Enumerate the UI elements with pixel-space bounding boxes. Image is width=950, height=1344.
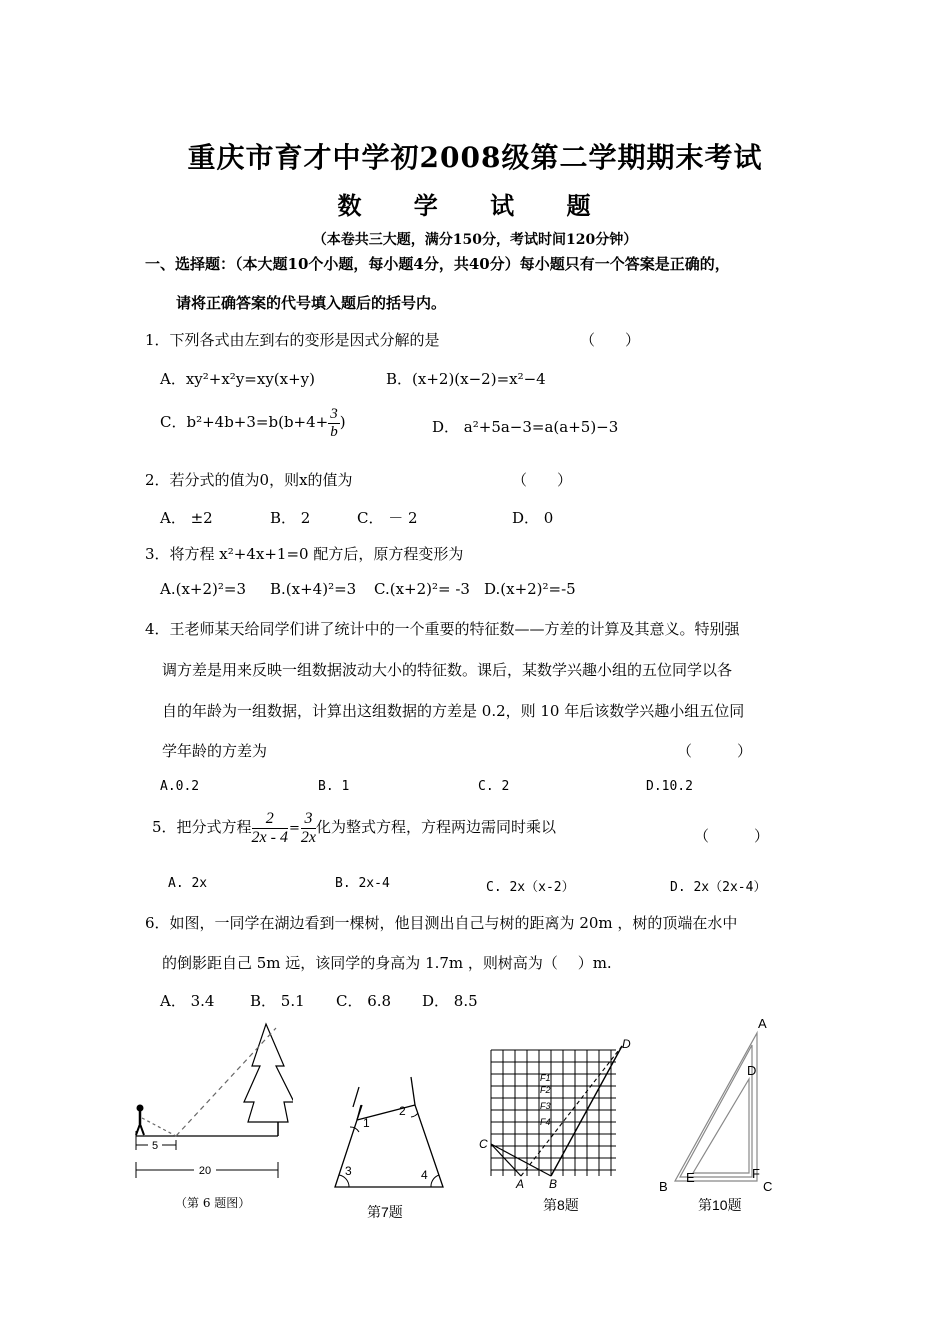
figure-10-triangles bbox=[655, 1015, 780, 1195]
figure-10-caption: 第10题 bbox=[698, 1197, 742, 1213]
q5-stem-post: 化为整式方程，方程两边需同时乘以 bbox=[316, 818, 557, 837]
q4-line1: 4．王老师某天给同学们讲了统计中的一个重要的特征数——方差的计算及其意义。特别强 bbox=[145, 620, 740, 638]
q5-fraction-right bbox=[301, 810, 316, 846]
figure-7-caption: 第7题 bbox=[367, 1204, 403, 1220]
point-c: C bbox=[763, 1179, 773, 1194]
person-leg-right bbox=[140, 1124, 144, 1135]
point-b: B bbox=[549, 1177, 558, 1191]
point-f: F bbox=[752, 1166, 760, 1181]
q4-bracket: （ ） bbox=[677, 742, 753, 760]
q5-option-b: B. 2x-4 bbox=[335, 876, 390, 891]
q5-option-c: C. 2x（x-2） bbox=[486, 880, 575, 895]
q5-f1-num: 2 bbox=[252, 810, 288, 829]
point-f2: F2 bbox=[540, 1085, 551, 1095]
point-e: E bbox=[686, 1170, 695, 1185]
q6-line1: 6．如图，一同学在湖边看到一棵树，他目测出自己与树的距离为 20m ，树的顶端在水中 bbox=[145, 914, 738, 932]
q5-equals: = bbox=[288, 821, 300, 837]
sight-ray bbox=[142, 1118, 176, 1136]
angle-label-3: 3 bbox=[345, 1164, 352, 1178]
point-f3: F3 bbox=[540, 1101, 551, 1111]
exam-subtitle: 数 学 试 题 bbox=[337, 191, 613, 220]
section-heading: 一、选择题：（本大题10个小题，每小题4分，共40分）每小题只有一个答案是正确的， bbox=[145, 255, 730, 273]
angle-label-1: 1 bbox=[363, 1116, 370, 1130]
q4-option-c: C. 2 bbox=[478, 779, 510, 794]
q1-frac-den: b bbox=[330, 423, 338, 440]
q5-f2-den: 2x bbox=[300, 828, 316, 846]
q2-stem: 2．若分式的值为0，则x的值为 bbox=[145, 471, 353, 489]
segment-ca bbox=[491, 1144, 521, 1176]
q4-option-a: A.0.2 bbox=[160, 779, 200, 794]
q1-option-a: A．xy²+x²y=xy(x+y) bbox=[160, 370, 316, 388]
q4-option-d: D.10.2 bbox=[646, 779, 693, 794]
q2-option-d: D． 0 bbox=[512, 509, 554, 527]
figure-8-grid bbox=[476, 1036, 636, 1191]
q1-option-c-pre: C．b²+4b+3=b(b+4+ bbox=[160, 413, 329, 431]
segment-ad bbox=[521, 1046, 622, 1176]
label-5: 5 bbox=[151, 1140, 159, 1152]
q1-stem: 1．下列各式由左到右的变形是因式分解的是 bbox=[145, 331, 440, 349]
q2-option-a: A． ±2 bbox=[160, 509, 213, 527]
inner-triangle bbox=[693, 1079, 749, 1173]
grid-lines bbox=[491, 1050, 616, 1176]
q1-option-b: B．(x+2)(x−2)=x²−4 bbox=[386, 370, 546, 388]
q4-option-b: B. 1 bbox=[318, 779, 350, 794]
point-f4: F4 bbox=[540, 1117, 551, 1127]
point-d: D bbox=[747, 1063, 757, 1078]
point-a: A bbox=[516, 1177, 525, 1191]
q3-option-d: D.(x+2)²=-5 bbox=[484, 580, 576, 598]
q5-stem-pre: 5．把分式方程 bbox=[152, 818, 252, 837]
figure-6-caption: （第 6 题图） bbox=[175, 1196, 251, 1210]
ext-line-left bbox=[353, 1087, 359, 1107]
q1-option-c bbox=[160, 406, 346, 440]
person-leg-left bbox=[136, 1124, 140, 1135]
q5-fraction-left bbox=[252, 810, 288, 846]
q1-fraction bbox=[328, 406, 340, 440]
section-heading-line2: 请将正确答案的代号填入题后的括号内。 bbox=[176, 294, 447, 312]
q5-bracket: （ ） bbox=[694, 827, 770, 845]
q1-frac-num: 3 bbox=[330, 406, 338, 422]
angle-arc-2 bbox=[411, 1113, 418, 1117]
q4-line4: 学年龄的方差为 bbox=[162, 742, 268, 760]
q1-option-d: D． a²+5a−3=a(a+5)−3 bbox=[432, 418, 619, 436]
q3-option-b: B.(x+4)²=3 bbox=[270, 580, 357, 598]
q6-line2: 的倒影距自己 5m 远，该同学的身高为 1.7m ，则树高为（ ）m. bbox=[162, 954, 612, 972]
reflection-ray bbox=[176, 1028, 276, 1136]
angle-label-2: 2 bbox=[399, 1104, 406, 1118]
person-head bbox=[137, 1105, 144, 1112]
q6-option-d: D． 8.5 bbox=[422, 992, 478, 1010]
q2-bracket: （ ） bbox=[512, 471, 573, 489]
q5-option-a: A. 2x bbox=[168, 876, 208, 891]
q5-f2-num: 3 bbox=[301, 810, 316, 829]
q4-line3: 自的年龄为一组数据，计算出这组数据的方差是 0.2，则 10 年后该数学兴趣小组五位同 bbox=[162, 702, 745, 720]
segment-cb bbox=[491, 1144, 551, 1176]
angle-label-4: 4 bbox=[421, 1168, 428, 1182]
q4-line2: 调方差是用来反映一组数据波动大小的特征数。课后，某数学兴趣小组的五位同学以各 bbox=[162, 661, 733, 679]
q6-option-b: B． 5.1 bbox=[250, 992, 305, 1010]
figure-7-quadrilateral bbox=[325, 1075, 450, 1190]
label-20: 20 bbox=[198, 1165, 212, 1177]
point-f1: F1 bbox=[540, 1073, 551, 1083]
q2-option-c: C． － 2 bbox=[357, 509, 418, 527]
tree-shape bbox=[244, 1024, 293, 1122]
point-a: A bbox=[758, 1016, 767, 1031]
outer-triangle-inner-edge bbox=[680, 1045, 752, 1177]
point-d: D bbox=[622, 1037, 631, 1051]
q1-bracket: （ ） bbox=[580, 331, 641, 349]
q5-f1-den: 2x - 4 bbox=[251, 828, 288, 846]
q3-stem: 3．将方程 x²+4x+1=0 配方后，原方程变形为 bbox=[145, 545, 464, 563]
q2-option-b: B． 2 bbox=[270, 509, 311, 527]
outer-triangle bbox=[675, 1033, 757, 1181]
figure-6-tree-diagram bbox=[128, 1018, 293, 1183]
ext-line-right bbox=[411, 1077, 415, 1105]
q3-option-a: A.(x+2)²=3 bbox=[160, 580, 247, 598]
exam-title: 重庆市育才中学初2008级第二学期期末考试 bbox=[187, 141, 763, 174]
q1-option-c-post: ) bbox=[339, 413, 346, 431]
angle-arc-4 bbox=[431, 1175, 439, 1187]
q3-option-c: C.(x+2)²= -3 bbox=[374, 580, 470, 598]
ext-line-left bbox=[357, 1105, 361, 1120]
q6-option-a: A． 3.4 bbox=[160, 992, 215, 1010]
figure-8-caption: 第8题 bbox=[543, 1197, 579, 1213]
exam-note: （本卷共三大题，满分150分，考试时间120分钟） bbox=[312, 232, 638, 248]
point-c: C bbox=[479, 1137, 488, 1151]
q6-option-c: C． 6.8 bbox=[336, 992, 392, 1010]
q5-option-d: D. 2x（2x-4） bbox=[670, 880, 767, 895]
point-b: B bbox=[659, 1179, 668, 1194]
q5-stem bbox=[152, 810, 556, 846]
